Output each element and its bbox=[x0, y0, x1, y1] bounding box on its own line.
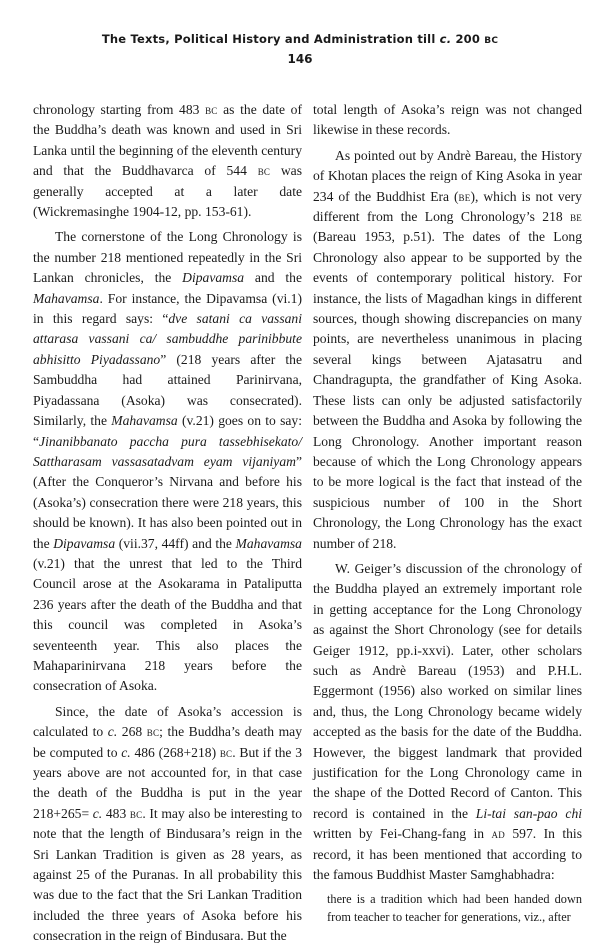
paragraph bbox=[33, 227, 302, 696]
text-run: The cornerstone of the Long Chronology is the number 218 mentioned repeatedly in the Sri Lankan chronicles, the bbox=[33, 229, 302, 286]
running-head-era: bc bbox=[484, 31, 499, 46]
text-run: written by Fei-Chang-fang in bbox=[313, 826, 492, 842]
paragraph bbox=[313, 100, 582, 141]
small-caps-run: bc bbox=[129, 806, 143, 821]
small-caps-run: bc bbox=[257, 164, 271, 179]
text-run: there is a tradition which had been handed down from teacher to teacher for generations, viz., after bbox=[327, 892, 582, 925]
text-run: . It may also be interesting to note that the length of Bindusara’s reign in the Sri Lankan Tradition is given as 28 years, as against 25 of the Puranas. In all probability this was due to the fact that the Sri Lankan Tradition included the three years of Asoka before his consecration in the reign of Bindusara. But the bbox=[33, 805, 303, 944]
running-head-circa: c. bbox=[439, 32, 452, 46]
text-run: was generally accepted at a later date (Wickremasinghe 1904-12, pp. 153-61). bbox=[33, 163, 303, 220]
text-run: As pointed out by Andrè Bareau, the History of Khotan places the reign of King Asoka in year 234 of the Buddhist Era ( bbox=[313, 147, 582, 204]
text-run: ” (After the Conqueror’s Nirvana and before his (Asoka’s) consecration there were 218 years, this should be known). It has also been pointed out in the bbox=[33, 453, 302, 551]
text-run: total length of Asoka’s reign was not changed likewise in these records. bbox=[313, 102, 582, 138]
page-number: 146 bbox=[287, 52, 313, 66]
italic-run: Mahavamsa bbox=[111, 413, 178, 429]
right-column bbox=[313, 100, 582, 926]
text-run: . For instance, the Dipavamsa (vi.1) in this regard says: “ bbox=[33, 290, 302, 327]
left-column bbox=[33, 100, 302, 947]
small-caps-run: ad bbox=[491, 827, 505, 842]
text-run: ” (218 years after the Sambuddha had attained Parinirvana, Piyadassana (Asoka) was consecrated). Similarly, the bbox=[33, 351, 302, 429]
text-run: chronology starting from 483 bbox=[33, 102, 206, 117]
text-run: 597. In this record, it has been mentioned that according to the famous Buddhist Master Samghabhadra: bbox=[313, 826, 582, 883]
paragraph bbox=[313, 559, 582, 886]
italic-run: c. bbox=[107, 724, 118, 740]
small-caps-run: be bbox=[570, 210, 582, 225]
italic-run: Mahavamsa bbox=[235, 535, 302, 551]
text-run: W. Geiger’s discussion of the chronology of the Buddha played an extremely important role in getting acceptance for the Long Chronology as against the Short Chronology (see for details Geiger 1912, pp.i-xxvi). Later, other scholars such as Andrè Bareau (1953) and P.H.L. Eggermont (1956) also worked on similar lines and, thus, the Long Chronology became widely accepted as the basis for the date of the Buddha. However, the biggest landmark that provided justification for the Long Chronology came in the shape of the Dotted Record of Canton. This record is contained in the bbox=[313, 560, 582, 821]
running-head-text: The Texts, Political History and Administration till bbox=[101, 32, 440, 46]
text-run: . But if the 3 years above are not accounted for, in that case the death of the Buddha is put in the year 218+265= bbox=[33, 744, 302, 821]
italic-run: Dipavamsa bbox=[53, 535, 116, 551]
text-run: (Bareau 1953, p.51). The dates of the Long Chronology also appear to be supported by the events of contemporary political history. For instance, the lists of Magadhan kings in different sources, though showing discrepancies on many points, are nevertheless unanimous in placing several kings between Ajatasatru and Chandragupta, the grandfather of King Asoka. These lists can only be adjusted satisfactorily between the Buddha and Asoka by following the Long Chronology. Another important reason because of which the Long Chronology appears to be more logical is the fact that instead of the suspicious number of 100 in the Short Chronology, the Long Chronology has the exact number of 218. bbox=[313, 229, 582, 551]
italic-run: Dipavamsa bbox=[182, 270, 245, 286]
paragraph bbox=[313, 146, 582, 554]
italic-run: c. bbox=[92, 805, 103, 821]
block-quote bbox=[327, 890, 582, 926]
paragraph bbox=[33, 100, 302, 222]
text-run: 268 bbox=[117, 724, 147, 740]
italic-run: Jinanibbanato paccha pura tassebhisekato/ Sattharasam vassasatadvam eyam vijaniyam bbox=[33, 433, 302, 469]
running-head bbox=[0, 31, 600, 46]
text-run: and the bbox=[244, 270, 302, 286]
paragraph bbox=[33, 702, 302, 947]
small-caps-run: bc bbox=[205, 103, 218, 117]
running-head-year: 200 bbox=[451, 32, 485, 46]
text-run: 486 (268+218) bbox=[130, 744, 220, 760]
text-run: (v.21) goes on to say: “ bbox=[33, 413, 302, 449]
text-run: 483 bbox=[102, 805, 130, 821]
text-run: (vii.37, 44ff) and the bbox=[115, 535, 236, 551]
text-run: ), which is not very different from the Long Chronology’s 218 bbox=[313, 188, 582, 225]
italic-run: Li-tai san-pao chi bbox=[475, 805, 583, 821]
small-caps-run: be bbox=[458, 189, 471, 204]
text-run: ; the Buddha’s death may be computed to bbox=[33, 724, 302, 760]
italic-run: Mahavamsa bbox=[33, 290, 100, 306]
small-caps-run: bc bbox=[146, 725, 160, 740]
text-run: (v.21) that the unrest that led to the Third Council arose at the Asokarama in Pataliputta 236 years after the death of the Buddha and that this council was completed in Asoka’s seventeenth year. This also places the Mahaparinirvana 218 years before the consecration of Asoka. bbox=[33, 555, 302, 694]
text-run: Since, the date of Asoka’s accession is calculated to bbox=[33, 703, 302, 740]
small-caps-run: bc bbox=[219, 745, 233, 760]
italic-run: c. bbox=[121, 744, 131, 760]
text-run: as the date of the Buddha’s death was known and used in Sri Lanka until the beginning of the eleventh century and that the Buddhavarca of 544 bbox=[33, 102, 302, 179]
italic-run: dve satani ca vassani attarasa vassani ca/ sambuddhe parinibbute abhisitto Piyadassano bbox=[33, 311, 302, 367]
